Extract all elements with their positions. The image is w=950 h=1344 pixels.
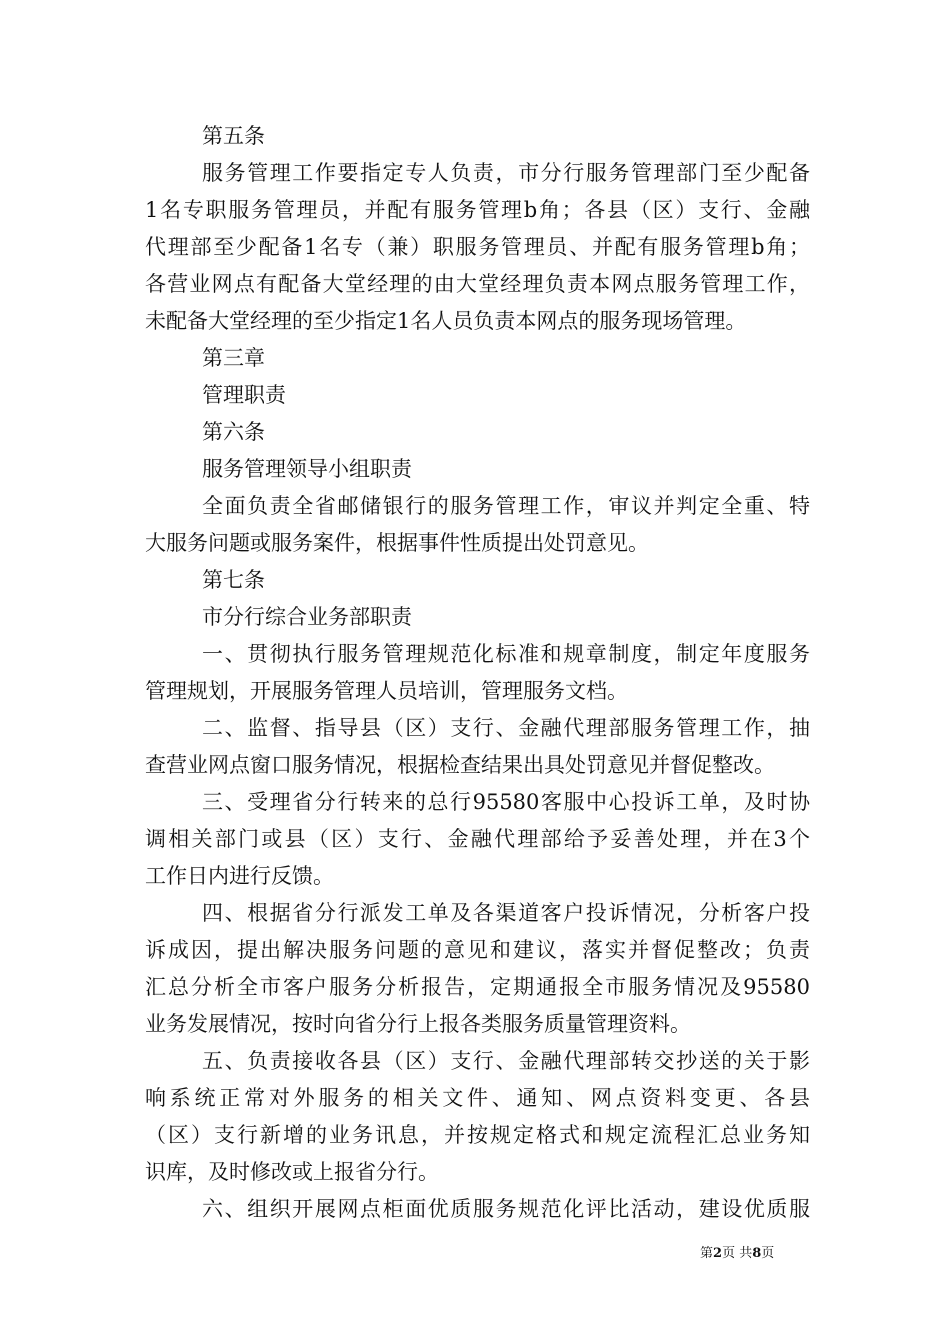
paragraph-line: 六、组织开展网点柜面优质服务规范化评比活动，建设优质服 xyxy=(202,1197,810,1221)
article-5-heading: 第五条 xyxy=(202,124,265,148)
article-6-heading: 第六条 xyxy=(202,420,265,444)
paragraph-line: 诉成因，提出解决服务问题的意见和建议，落实并督促整改；负责 xyxy=(145,938,810,962)
section-title: 服务管理领导小组职责 xyxy=(202,457,412,481)
paragraph-line: 调相关部门或县（区）支行、金融代理部给予妥善处理，并在3个 xyxy=(145,827,810,851)
chapter-3-heading: 第三章 xyxy=(202,346,265,370)
paragraph-line: 三、受理省分行转来的总行95580客服中心投诉工单，及时协 xyxy=(202,790,810,814)
paragraph-line: 各营业网点有配备大堂经理的由大堂经理负责本网点服务管理工作， xyxy=(145,272,810,296)
paragraph-line: 业务发展情况，按时向省分行上报各类服务质量管理资料。 xyxy=(145,1012,691,1036)
paragraph-line: 大服务问题或服务案件，根据事件性质提出处罚意见。 xyxy=(145,531,649,555)
paragraph-line: 1名专职服务管理员，并配有服务管理b角；各县（区）支行、金融 xyxy=(145,198,810,222)
paragraph-line: 全面负责全省邮储银行的服务管理工作，审议并判定全重、特 xyxy=(202,494,810,518)
paragraph-line: 一、贯彻执行服务管理规范化标准和规章制度，制定年度服务 xyxy=(202,642,810,666)
article-7-heading: 第七条 xyxy=(202,568,265,592)
paragraph-line: 查营业网点窗口服务情况，根据检查结果出具处罚意见并督促整改。 xyxy=(145,753,775,777)
paragraph-line: 管理规划，开展服务管理人员培训，管理服务文档。 xyxy=(145,679,628,703)
paragraph-line: 二、监督、指导县（区）支行、金融代理部服务管理工作，抽 xyxy=(202,716,810,740)
current-page-number: 2 xyxy=(713,1246,723,1261)
page-number-footer xyxy=(700,1245,774,1263)
paragraph-line: 汇总分析全市客户服务分析报告，定期通报全市服务情况及95580 xyxy=(145,975,810,999)
footer-prefix: 第 xyxy=(700,1246,714,1261)
paragraph-line: 未配备大堂经理的至少指定1名人员负责本网点的服务现场管理。 xyxy=(145,309,747,333)
paragraph-line: 识库，及时修改或上报省分行。 xyxy=(145,1160,439,1184)
paragraph-line: 服务管理工作要指定专人负责，市分行服务管理部门至少配备 xyxy=(202,161,810,185)
paragraph-line: 五、负责接收各县（区）支行、金融代理部转交抄送的关于影 xyxy=(202,1049,810,1073)
chapter-title: 管理职责 xyxy=(202,383,286,407)
paragraph-line: 四、根据省分行派发工单及各渠道客户投诉情况，分析客户投 xyxy=(202,901,810,925)
paragraph-line: （区）支行新增的业务讯息，并按规定格式和规定流程汇总业务知 xyxy=(145,1123,810,1147)
footer-suffix: 页 xyxy=(761,1246,775,1261)
paragraph-line: 工作日内进行反馈。 xyxy=(145,864,334,888)
paragraph-line: 代理部至少配备1名专（兼）职服务管理员、并配有服务管理b角； xyxy=(145,235,810,259)
section-title: 市分行综合业务部职责 xyxy=(202,605,412,629)
total-page-count: 8 xyxy=(752,1246,762,1261)
footer-middle: 页 共 xyxy=(722,1246,753,1261)
paragraph-line: 响系统正常对外服务的相关文件、通知、网点资料变更、各县 xyxy=(145,1086,810,1110)
